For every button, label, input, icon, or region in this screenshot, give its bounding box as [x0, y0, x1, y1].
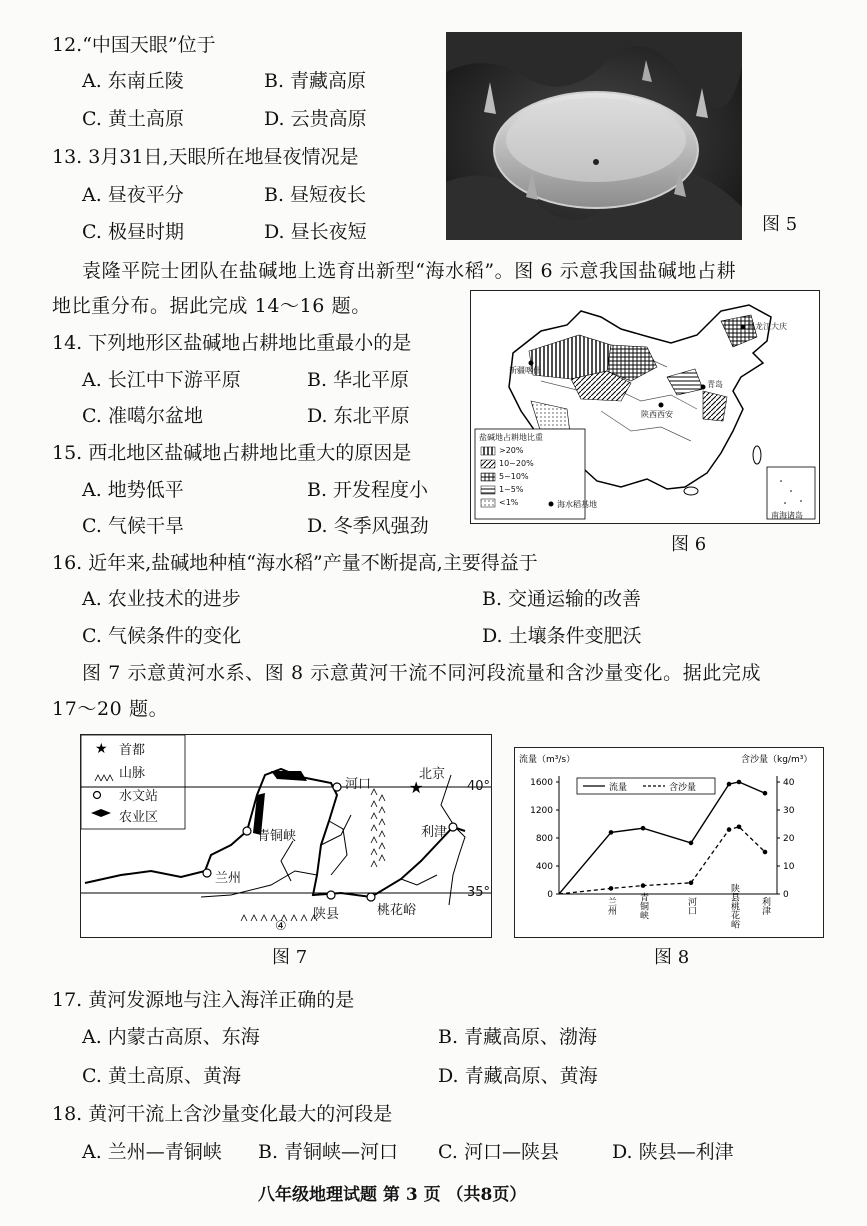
- q18-option-c: C. 河口—陕县: [438, 1141, 559, 1163]
- q12-option-a: A. 东南丘陵: [82, 70, 184, 92]
- x-tick-label: 兰州: [606, 897, 616, 915]
- data-point-sand: [609, 886, 614, 891]
- figure7-lat-40: 40°: [467, 779, 491, 794]
- figure6-china-map: [470, 290, 820, 524]
- left-axis-label: 流量（m³/s）: [519, 755, 576, 765]
- q16-stem: 16. 近年来,盐碱地种植“海水稻”产量不断提高,主要得益于: [52, 552, 538, 574]
- q18-option-a: A. 兰州—青铜峡: [82, 1141, 222, 1163]
- q16-option-a: A. 农业技术的进步: [82, 588, 241, 610]
- q14-option-d: D. 东北平原: [307, 405, 410, 427]
- figure5-telescope-photo: [446, 32, 742, 240]
- figure6-label-daqing: 黑龙江大庆: [747, 322, 787, 331]
- q12-stem: 12.“中国天眼”位于: [52, 34, 216, 56]
- q16-option-b: B. 交通运输的改善: [482, 588, 642, 610]
- figure7-yellow-river-map: [80, 734, 492, 938]
- intro-14-16-line2: 地比重分布。据此完成 14～16 题。: [52, 295, 371, 317]
- figure7-place-shanxian: 陕县: [313, 907, 340, 922]
- data-point-sand: [689, 881, 694, 886]
- figure7-place-qingtongxia: 青铜峡: [257, 829, 297, 844]
- data-point-flow: [737, 780, 742, 785]
- data-point-flow: [689, 841, 694, 846]
- q17-option-b: B. 青藏高原、渤海: [438, 1026, 598, 1048]
- legend-sand-label: 含沙量: [669, 783, 697, 793]
- figure6-label-qingdao: 青岛: [707, 380, 723, 389]
- figure6-legend-item: 10~20%: [499, 459, 534, 468]
- q15-option-a: A. 地势低平: [82, 479, 184, 501]
- data-point-flow: [727, 782, 732, 787]
- figure7-place-4: ④: [275, 919, 287, 934]
- figure7-place-lijin: 利津: [421, 825, 448, 840]
- figure7-lat-35: 35°: [467, 885, 491, 900]
- left-tick-label: 800: [535, 834, 553, 844]
- data-point-sand: [737, 825, 742, 830]
- q16-option-c: C. 气候条件的变化: [82, 625, 241, 647]
- q13-option-a: A. 昼夜平分: [82, 184, 184, 206]
- left-tick-label: 1200: [530, 806, 553, 816]
- figure5-caption: 图 5: [762, 214, 798, 235]
- svg-text:★: ★: [409, 778, 424, 797]
- q14-option-b: B. 华北平原: [307, 369, 410, 391]
- figure6-legend-title: 盐碱地占耕地比重: [479, 433, 543, 442]
- q12-option-c: C. 黄土高原: [82, 108, 184, 130]
- left-tick-label: 0: [547, 890, 553, 900]
- figure7-legend-farmland: 农业区: [119, 810, 159, 825]
- figure6-label-kashgar: 新疆喀什: [509, 366, 541, 375]
- intro-17-20-line2: 17～20 题。: [52, 698, 169, 720]
- q15-option-d: D. 冬季风强劲: [307, 515, 429, 537]
- q16-option-d: D. 土壤条件变肥沃: [482, 625, 642, 647]
- right-tick-label: 30: [783, 806, 795, 816]
- q17-option-c: C. 黄土高原、黄海: [82, 1065, 241, 1087]
- q13-option-b: B. 昼短夜长: [264, 184, 367, 206]
- data-point-sand: [727, 827, 732, 832]
- figure7-place-lanzhou: 兰州: [215, 871, 242, 886]
- q18-option-b: B. 青铜峡—河口: [258, 1141, 399, 1163]
- q18-stem: 18. 黄河干流上含沙量变化最大的河段是: [52, 1103, 393, 1125]
- q14-option-a: A. 长江中下游平原: [82, 369, 241, 391]
- figure6-label-nanhai: 南海诸岛: [771, 511, 803, 520]
- data-point-sand: [641, 883, 646, 888]
- q17-option-d: D. 青藏高原、黄海: [438, 1065, 598, 1087]
- figure7-place-hekou: 河口: [345, 777, 372, 792]
- x-tick-label: 利津: [760, 897, 770, 915]
- figure6-caption: 图 6: [671, 534, 707, 555]
- q17-stem: 17. 黄河发源地与注入海洋正确的是: [52, 989, 355, 1011]
- right-tick-label: 0: [783, 890, 789, 900]
- figure6-legend-base: 海水稻基地: [557, 500, 597, 509]
- svg-text:★: ★: [95, 741, 108, 757]
- q15-option-b: B. 开发程度小: [307, 479, 429, 501]
- q13-stem: 13. 3月31日,天眼所在地昼夜情况是: [52, 146, 359, 168]
- right-tick-label: 40: [783, 778, 795, 788]
- figure6-label-xian: 陕西西安: [641, 410, 673, 419]
- figure8-chart: [514, 747, 824, 938]
- q17-option-a: A. 内蒙古高原、东海: [82, 1026, 260, 1048]
- data-point-flow: [609, 830, 614, 835]
- series-line-flow: [559, 782, 765, 894]
- right-tick-label: 20: [783, 834, 795, 844]
- page-footer: 八年级地理试题 第 3 页 （共8页）: [258, 1185, 527, 1205]
- data-point-flow: [763, 791, 768, 796]
- data-point-sand: [763, 850, 768, 855]
- q15-stem: 15. 西北地区盐碱地占耕地比重大的原因是: [52, 442, 412, 464]
- q13-option-d: D. 昼长夜短: [264, 221, 367, 243]
- figure6-legend-item: 1~5%: [499, 485, 524, 494]
- figure7-place-beijing: 北京: [419, 767, 446, 782]
- intro-17-20-line1: 图 7 示意黄河水系、图 8 示意黄河干流不同河段流量和含沙量变化。据此完成: [82, 662, 762, 684]
- q13-option-c: C. 极昼时期: [82, 221, 184, 243]
- right-axis-label: 含沙量（kg/m³）: [741, 755, 813, 765]
- q14-option-c: C. 准噶尔盆地: [82, 405, 203, 427]
- q15-option-c: C. 气候干旱: [82, 515, 184, 537]
- data-point-flow: [641, 826, 646, 831]
- left-tick-label: 1600: [530, 778, 553, 788]
- left-tick-label: 400: [535, 862, 553, 872]
- figure6-legend-item: <1%: [499, 498, 519, 507]
- x-tick-label: 陕县桃花峪: [729, 883, 739, 929]
- figure6-legend-item: 5~10%: [499, 472, 529, 481]
- legend-flow-label: 流量: [609, 783, 628, 793]
- right-tick-label: 10: [783, 862, 795, 872]
- intro-14-16-line1: 袁隆平院士团队在盐碱地上选育出新型“海水稻”。图 6 示意我国盐碱地占耕: [82, 260, 737, 282]
- figure6-legend-item: >20%: [499, 446, 524, 455]
- figure7-legend-mountain: 山脉: [119, 766, 146, 781]
- q14-stem: 14. 下列地形区盐碱地占耕地比重最小的是: [52, 332, 412, 354]
- x-tick-label: 河口: [686, 897, 696, 915]
- figure7-place-taohuayu: 桃花峪: [377, 903, 417, 918]
- x-tick-label: 青铜峡: [638, 892, 648, 920]
- figure7-legend-station: 水文站: [119, 789, 159, 804]
- figure8-caption: 图 8: [654, 947, 690, 968]
- figure7-caption: 图 7: [272, 947, 308, 968]
- figure7-legend-capital: 首都: [119, 743, 146, 758]
- q12-option-d: D. 云贵高原: [264, 108, 367, 130]
- q18-option-d: D. 陕县—利津: [612, 1141, 734, 1163]
- q12-option-b: B. 青藏高原: [264, 70, 367, 92]
